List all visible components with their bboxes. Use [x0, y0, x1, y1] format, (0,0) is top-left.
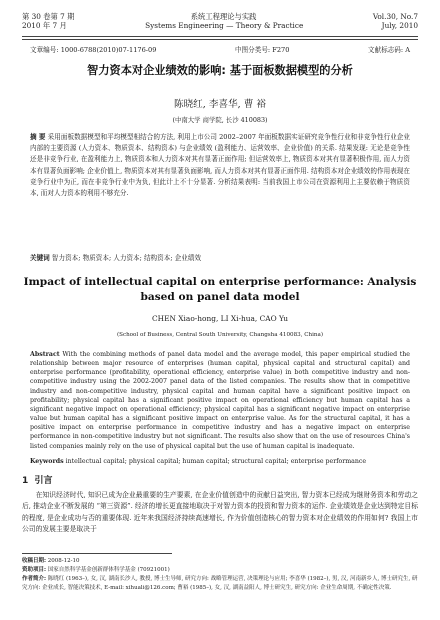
fund-label: 资助项目: [22, 566, 47, 573]
footnote-received [22, 557, 418, 566]
class-number: 中图分类号: F270 [234, 46, 290, 54]
authors-cn: 陈晓红, 李喜华, 曹 裕 [174, 99, 266, 110]
fund-text: 国家自然科学基金创新群体科学基金 (70921001) [47, 566, 170, 573]
issue-cn: 第 30 卷第 7 期 [22, 12, 75, 21]
volume-en: Vol.30, No.7 [372, 12, 418, 21]
footnote [22, 557, 418, 593]
affiliation-cn: (中南大学 商学院, 长沙 410083) [172, 116, 268, 124]
title-en: Impact of intellectual capital on enterprise performance: Analysis based on panel data model [23, 276, 417, 303]
abstract-en [30, 350, 410, 451]
article-id: 文章编号: 1000-6788(2010)07-1176-09 [30, 46, 157, 54]
date-cn: 2010 年 7 月 [22, 21, 67, 30]
authors-en: CHEN Xiao-hong, LI Xi-hua, CAO Yu [151, 314, 288, 323]
header-rule-bottom [22, 39, 418, 40]
abstract-cn [30, 132, 410, 199]
keywords-en-text: intellectual capital; physical capital; human capital; structural capital; enterprise performance [65, 458, 367, 465]
abstract-cn-label: 摘 要 [30, 133, 46, 141]
abstract-cn-text: 采用面板数据模型和平均模型相结合的方法, 利用上市公司 2002–2007 年面板数据实证研究竞争性行业和非竞争性行业企业内部的主要资源 (人力资本、物质资本、结构资本) 与企业绩效 (盈利能力、运营效率、企业价值) 的关系. 结果发现: 无论是竞争性还是非竞争行业, 在盈利能力上, 物质资本和人力资本对其有显著正面作用; 但运营效率上, 物质资本对其有显著积极作用, 而人力资本有显著负面影响; 企业价值上, 物质资本对其有显著负面影响, 而人力资本对其有显著正面作用. 结构资本对企业绩效的作用表现在竞争行业中为正, 而在非竞争行业中为负, 但此计上不十分显著. 分析结果表明: 当前我国上市公司在资源利用上主要依赖于物质资本, 而对人力资本的利用不够充分. [30, 133, 410, 198]
date-en: July, 2010 [381, 21, 418, 30]
bio-label: 作者简介: [22, 575, 47, 582]
article-meta [30, 44, 410, 54]
abstract-en-label: Abstract [30, 351, 60, 358]
keywords-cn-label: 关键词 [30, 254, 50, 262]
footnote-bio [22, 575, 418, 593]
abstract-en-text: With the combining methods of panel data model and the average model, this paper empirical studied the relationship between major resource of enterprises (human capital, physical capital and structural capital) and enterprise performance (profitability, operational efficiency, enterprise value) in both competitive industry and non-competitive industry using the 2002-2007 panel data of the listed companies. The results show that in competitive industry and non-competitive industry, physical capital and human capital have a significant positive impact on profitability; physical capital has a significant positive impact on operational efficiency but human capital has a significant negative impact on operational efficiency; physical capital has a significant negative impact on enterprise value but human capital has a significant positive impact on enterprise value. As for the structural capital, it has a positive impact on enterprise performance in competitive industry and has a negative impact on enterprise performance in non-competitive industry but not significant. The results also show that on the use of resources China's listed companies mainly rely on the use of physical capital but the use of human capital is inadequate. [30, 351, 410, 450]
keywords-cn-text: 智力资本; 物质资本; 人力资本; 结构资本; 企业绩效 [51, 254, 202, 262]
section-number: 1 [22, 476, 29, 486]
section-title: 引言 [34, 476, 53, 486]
received-date: 2008-12-10 [47, 558, 80, 564]
body-paragraph: 在知识经济时代, 知识已成为企业最重要的生产要素, 在企业价值创造中的贡献日益突出, 智力资本已经成为继财务资本和劳动之后, 推动企业不断发展的 “第三资源”. 经济的增长更直接地取决于对智力资本的投资和智力资本的运作. 企业绩效是企业达到特定目标的程度, 是企业成功与否的重要体现. 近年来我国经济持续高速增长, 作为价值创造核心的智力资本对企业绩效的作用如何? 我国上市公司的发展主要是取决于 [22, 491, 418, 534]
journal-title-cn: 系统工程理论与实践 [190, 12, 257, 21]
section-heading [22, 473, 53, 486]
doc-code: 文献标志码: A [367, 46, 410, 54]
keywords-cn [30, 252, 410, 262]
header-rule-top [22, 36, 418, 37]
keywords-en-label: Keywords [30, 458, 64, 465]
footnote-fund [22, 566, 418, 575]
affiliation-en: (School of Business, Central South University, Changsha 410083, China) [116, 332, 324, 338]
title-cn: 智力资本对企业绩效的影响: 基于面板数据模型的分析 [87, 64, 353, 77]
received-label: 收稿日期: [22, 558, 47, 564]
footnote-rule [22, 553, 172, 554]
keywords-en [30, 457, 410, 466]
journal-title-en: Systems Engineering — Theory & Practice [145, 21, 304, 30]
bio-text: 陈晓红 (1963–), 女, 汉, 湖南长沙人, 教授, 博士生导师, 研究方向: 战略管理运营, 决策理论与应用; 李喜华 (1982–), 男, 汉, 河南新乡人, 博士研究生, 研究方向: 企业成长, 智能决策技术, E-mail: xihuali@126.com; 曹裕 (1985–), 女, 汉, 湖南益阳人, 博士研究生, 研究方向: 企业生命周期, 不确定性决策. [22, 575, 418, 591]
running-header [22, 12, 418, 30]
